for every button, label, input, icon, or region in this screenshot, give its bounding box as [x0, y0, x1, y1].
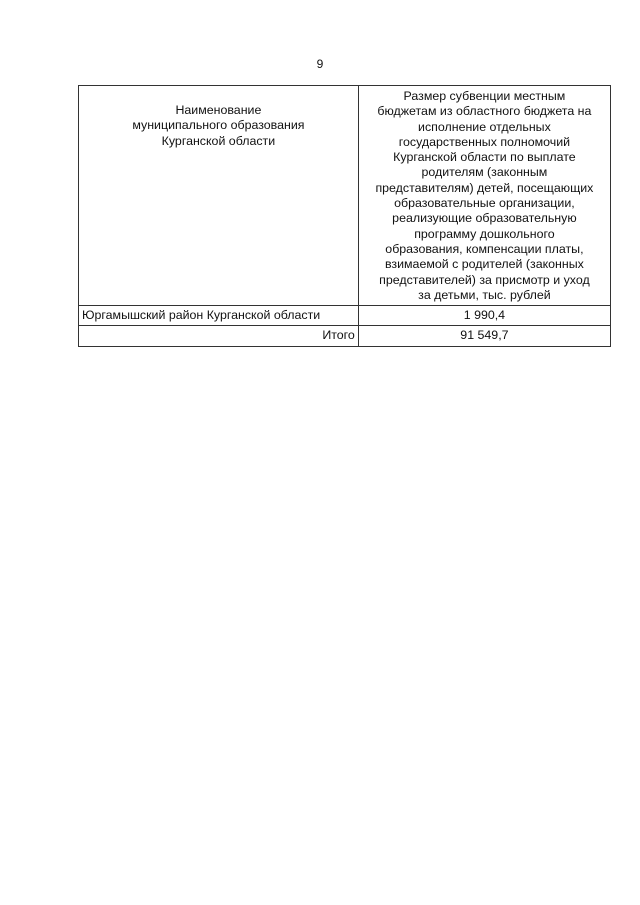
table-row: [79, 306, 611, 326]
table-total-row: [79, 326, 611, 346]
page-number: 9: [316, 57, 324, 71]
header-subvention-label: Размер субвенции местным бюджетам из областного бюджета на исполнение отдельных государственных полномочий Курганской области по выплате родителям (законным представителям) детей, посещающих образовательные организации, реализующие образовательную программу дошкольного образования, компенсации платы, взимаемой с родителей (законных представителей) за присмотр и уход за детьми, тыс. рублей: [375, 89, 594, 302]
table-header-row: [79, 86, 611, 306]
total-value: 91 549,7: [358, 326, 610, 346]
header-municipality-label: Наименование муниципального образования Курганской области: [132, 103, 305, 148]
row-municipality-name: Юргамышский район Курганской области: [79, 306, 359, 326]
subvention-table: [78, 85, 611, 347]
header-subvention-cell: [358, 86, 610, 306]
total-label: Итого: [79, 326, 359, 346]
header-municipality-cell: [79, 86, 359, 306]
row-subvention-value: 1 990,4: [358, 306, 610, 326]
